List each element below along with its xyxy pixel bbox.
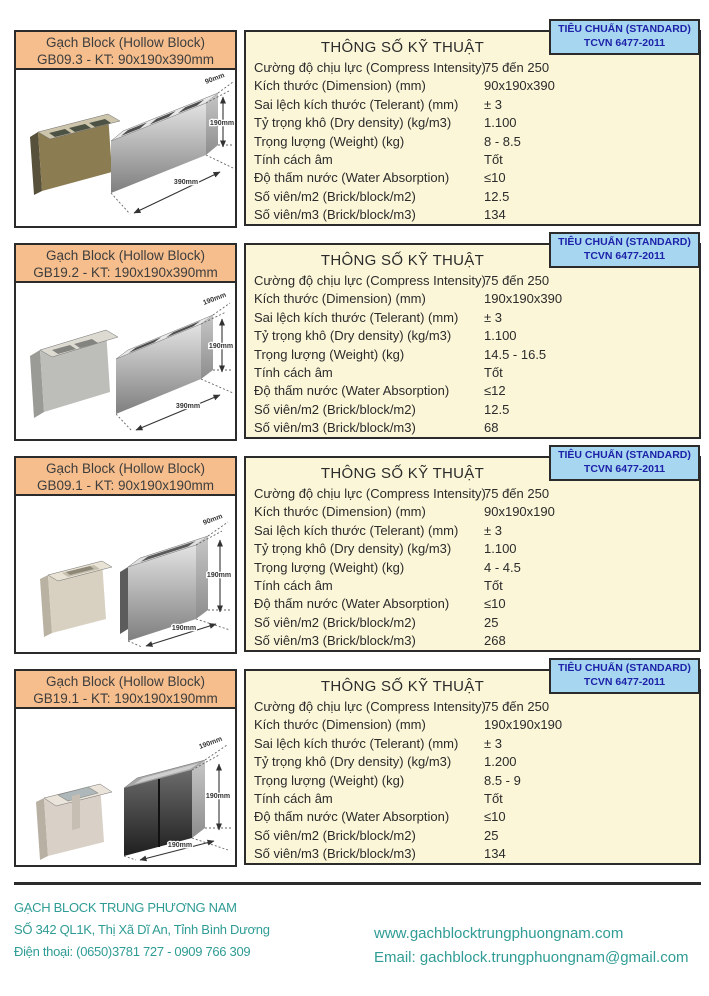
spec-row — [246, 401, 699, 419]
block-photo — [30, 114, 120, 195]
product-section-gb09-3 — [14, 23, 701, 228]
spec-label: Cường độ chịu lực (Compress Intensity) — [254, 699, 486, 714]
product-section-gb19-2 — [14, 236, 701, 441]
spec-row — [246, 327, 699, 345]
spec-label: Số viên/m3 (Brick/block/m3) — [254, 420, 416, 436]
spec-row — [246, 346, 699, 364]
dim-label-width: 190mm — [198, 735, 224, 751]
spec-value: 134 — [484, 846, 506, 862]
dim-label-length: 190mm — [167, 842, 193, 849]
dim-label-width: 90mm — [202, 513, 224, 527]
spec-label: Số viên/m3 (Brick/block/m3) — [254, 846, 416, 862]
spec-value: 8 - 8.5 — [484, 133, 521, 149]
spec-row — [246, 309, 699, 327]
spec-row — [246, 485, 699, 503]
spec-label: Số viên/m2 (Brick/block/m2) — [254, 401, 416, 417]
spec-row — [246, 272, 699, 290]
spec-label: Độ thấm nước (Water Absorption) — [254, 383, 450, 399]
hollow-block-illustration — [16, 70, 235, 224]
product-card — [14, 669, 237, 867]
spec-value: 14.5 - 16.5 — [484, 346, 547, 362]
dim-label-height: 190mm — [206, 572, 232, 579]
product-card — [14, 243, 237, 441]
spec-label: Số viên/m2 (Brick/block/m2) — [254, 188, 416, 204]
spec-value: 90x190x390 — [484, 78, 555, 94]
product-code: GB09.3 - KT: 90x190x390mm — [36, 52, 215, 67]
product-code: GB19.1 - KT: 190x190x190mm — [33, 691, 218, 706]
spec-row — [246, 77, 699, 95]
product-name: Gạch Block (Hollow Block) — [45, 248, 206, 263]
spec-value: 75 đến 250 — [484, 486, 550, 501]
spec-label: Độ thấm nước (Water Absorption) — [254, 596, 450, 612]
spec-label: Trọng lượng (Weight) (kg) — [254, 559, 405, 575]
spec-label: Kích thước (Dimension) (mm) — [254, 717, 426, 733]
spec-value: Tốt — [484, 364, 503, 380]
block-photo — [40, 561, 112, 637]
product-header — [16, 245, 235, 283]
spec-row — [246, 290, 699, 308]
spec-label: Số viên/m3 (Brick/block/m3) — [254, 633, 416, 649]
spec-value: 25 — [484, 614, 499, 630]
spec-value: 8.5 - 9 — [484, 772, 521, 788]
spec-label: Cường độ chịu lực (Compress Intensity) — [254, 486, 486, 501]
spec-row — [246, 206, 699, 224]
spec-title: THÔNG SỐ KỸ THUẬT — [320, 465, 485, 482]
product-card — [14, 456, 237, 654]
spec-label: Độ thấm nước (Water Absorption) — [254, 170, 450, 186]
spec-row — [246, 790, 699, 808]
spec-row — [246, 595, 699, 613]
spec-value: 12.5 — [484, 401, 510, 417]
dim-label-width: 90mm — [204, 72, 226, 86]
company-name: GẠCH BLOCK TRUNG PHƯƠNG NAM — [14, 900, 237, 915]
spec-row — [246, 522, 699, 540]
spec-row — [246, 169, 699, 187]
spec-value: 134 — [484, 207, 506, 223]
footer-contact-block — [14, 900, 374, 973]
spec-label: Tính cách âm — [254, 364, 333, 380]
standard-badge-code: TCVN 6477-2011 — [583, 36, 666, 49]
standard-badge — [549, 19, 700, 55]
product-image — [16, 709, 235, 863]
spec-label: Số viên/m3 (Brick/block/m3) — [254, 207, 416, 223]
spec-label: Tỷ trọng khô (Dry density) (kg/m3) — [254, 754, 452, 770]
standard-badge-title: TIÊU CHUẨN (STANDARD) — [558, 449, 691, 461]
standard-badge-title: TIÊU CHUẨN (STANDARD) — [558, 23, 691, 35]
spec-title: THÔNG SỐ KỸ THUẬT — [320, 252, 485, 269]
dim-label-length: 390mm — [173, 179, 199, 186]
spec-value: ≤10 — [484, 170, 506, 186]
spec-row — [246, 540, 699, 558]
dim-label-height: 190mm — [205, 793, 231, 800]
spec-label: Sai lệch kích thước (Telerant) (mm) — [254, 96, 459, 112]
product-section-gb09-1 — [14, 449, 701, 654]
spec-label: Kích thước (Dimension) (mm) — [254, 78, 426, 94]
spec-table — [244, 449, 701, 652]
footer-divider — [14, 882, 701, 885]
spec-row — [246, 614, 699, 632]
footer-web-block — [374, 900, 709, 973]
spec-value: Tốt — [484, 790, 503, 806]
standard-badge — [549, 232, 700, 268]
spec-label: Sai lệch kích thước (Telerant) (mm) — [254, 735, 459, 751]
footer — [14, 900, 709, 973]
spec-value: Tốt — [484, 151, 503, 167]
company-phone: Điện thoại: (0650)3781 727 - 0909 766 309 — [14, 944, 251, 959]
spec-value: ≤10 — [484, 809, 506, 825]
spec-value: ± 3 — [484, 735, 502, 751]
spec-row — [246, 59, 699, 77]
dim-label-width: 190mm — [202, 291, 228, 307]
spec-label: Kích thước (Dimension) (mm) — [254, 504, 426, 520]
standard-badge-title: TIÊU CHUẨN (STANDARD) — [558, 236, 691, 248]
spec-value: 90x190x190 — [484, 504, 555, 520]
spec-row — [246, 96, 699, 114]
spec-value: 25 — [484, 827, 499, 843]
spec-value: 4 - 4.5 — [484, 559, 521, 575]
spec-value: 75 đến 250 — [484, 60, 550, 75]
spec-label: Tính cách âm — [254, 151, 333, 167]
spec-value: 1.100 — [484, 328, 517, 344]
spec-title: THÔNG SỐ KỸ THUẬT — [320, 678, 485, 695]
spec-value: 68 — [484, 420, 499, 436]
spec-value: 75 đến 250 — [484, 699, 550, 714]
hollow-block-illustration — [16, 496, 235, 650]
block-render — [111, 93, 218, 193]
spec-table — [244, 236, 701, 439]
spec-row — [246, 716, 699, 734]
product-header — [16, 32, 235, 70]
spec-row — [246, 114, 699, 132]
spec-value: ± 3 — [484, 309, 502, 325]
spec-title: THÔNG SỐ KỸ THUẬT — [320, 39, 485, 56]
spec-value: ≤12 — [484, 383, 506, 399]
standard-badge-title: TIÊU CHUẨN (STANDARD) — [558, 662, 691, 674]
spec-label: Độ thấm nước (Water Absorption) — [254, 809, 450, 825]
website-link[interactable]: www.gachblocktrungphuongnam.com — [374, 925, 624, 942]
product-image — [16, 283, 235, 437]
dim-label-height: 190mm — [209, 120, 235, 127]
spec-row — [246, 559, 699, 577]
product-code: GB09.1 - KT: 90x190x190mm — [36, 478, 215, 493]
spec-row — [246, 364, 699, 382]
block-photo — [36, 784, 112, 860]
spec-table — [244, 662, 701, 865]
block-photo — [30, 330, 118, 418]
hollow-block-illustration — [16, 709, 235, 863]
spec-row — [246, 772, 699, 790]
spec-row — [246, 419, 699, 437]
spec-value: 12.5 — [484, 188, 510, 204]
standard-badge — [549, 658, 700, 694]
spec-label: Sai lệch kích thước (Telerant) (mm) — [254, 309, 459, 325]
spec-value: 268 — [484, 633, 506, 649]
spec-value: ± 3 — [484, 522, 502, 538]
spec-value: 190x190x390 — [484, 291, 563, 307]
product-name: Gạch Block (Hollow Block) — [45, 461, 206, 476]
spec-value: Tốt — [484, 577, 503, 593]
spec-row — [246, 735, 699, 753]
spec-row — [246, 577, 699, 595]
spec-label: Tính cách âm — [254, 790, 333, 806]
dim-label-length: 390mm — [175, 403, 201, 410]
spec-row — [246, 753, 699, 771]
hollow-block-illustration — [16, 283, 235, 437]
block-render — [116, 315, 213, 414]
spec-label: Trọng lượng (Weight) (kg) — [254, 133, 405, 149]
spec-row — [246, 151, 699, 169]
spec-row — [246, 188, 699, 206]
product-code: GB19.2 - KT: 190x190x390mm — [33, 265, 218, 280]
spec-row — [246, 503, 699, 521]
spec-value: 1.100 — [484, 115, 517, 131]
block-render — [124, 760, 205, 856]
standard-badge — [549, 445, 700, 481]
spec-row — [246, 845, 699, 863]
spec-label: Tỷ trọng khô (Dry density) (kg/m3) — [254, 115, 452, 131]
dim-label-length: 190mm — [171, 625, 197, 632]
spec-value: 75 đến 250 — [484, 273, 550, 288]
standard-badge-code: TCVN 6477-2011 — [583, 462, 666, 475]
spec-label: Cường độ chịu lực (Compress Intensity) — [254, 273, 486, 288]
product-section-gb19-1 — [14, 662, 701, 867]
spec-row — [246, 133, 699, 151]
spec-label: Sai lệch kích thước (Telerant) (mm) — [254, 522, 459, 538]
spec-label: Kích thước (Dimension) (mm) — [254, 291, 426, 307]
spec-value: ± 3 — [484, 96, 502, 112]
spec-row — [246, 808, 699, 826]
spec-value: 190x190x190 — [484, 717, 563, 733]
spec-label: Trọng lượng (Weight) (kg) — [254, 772, 405, 788]
product-name: Gạch Block (Hollow Block) — [45, 35, 206, 50]
spec-row — [246, 632, 699, 650]
spec-label: Tỷ trọng khô (Dry density) (kg/m3) — [254, 541, 452, 557]
spec-label: Tỷ trọng khô (Dry density) (kg/m3) — [254, 328, 452, 344]
dim-label-height: 190mm — [208, 343, 234, 350]
product-image — [16, 496, 235, 650]
spec-value: ≤10 — [484, 596, 506, 612]
spec-row — [246, 698, 699, 716]
product-header — [16, 458, 235, 496]
email-link[interactable]: Email: gachblock.trungphuongnam@gmail.com — [374, 949, 689, 966]
spec-row — [246, 827, 699, 845]
company-address: SỐ 342 QL1K, Thị Xã Dĩ An, Tỉnh Bình Dương — [14, 922, 270, 937]
product-card — [14, 30, 237, 228]
spec-value: 1.200 — [484, 754, 517, 770]
spec-label: Số viên/m2 (Brick/block/m2) — [254, 614, 416, 630]
product-image — [16, 70, 235, 224]
product-header — [16, 671, 235, 709]
product-name: Gạch Block (Hollow Block) — [45, 674, 206, 689]
spec-label: Tính cách âm — [254, 577, 333, 593]
spec-label: Cường độ chịu lực (Compress Intensity) — [254, 60, 486, 75]
spec-label: Số viên/m2 (Brick/block/m2) — [254, 827, 416, 843]
spec-value: 1.100 — [484, 541, 517, 557]
spec-label: Trọng lượng (Weight) (kg) — [254, 346, 405, 362]
spec-table — [244, 23, 701, 226]
spec-row — [246, 382, 699, 400]
standard-badge-code: TCVN 6477-2011 — [583, 249, 666, 262]
standard-badge-code: TCVN 6477-2011 — [583, 675, 666, 688]
